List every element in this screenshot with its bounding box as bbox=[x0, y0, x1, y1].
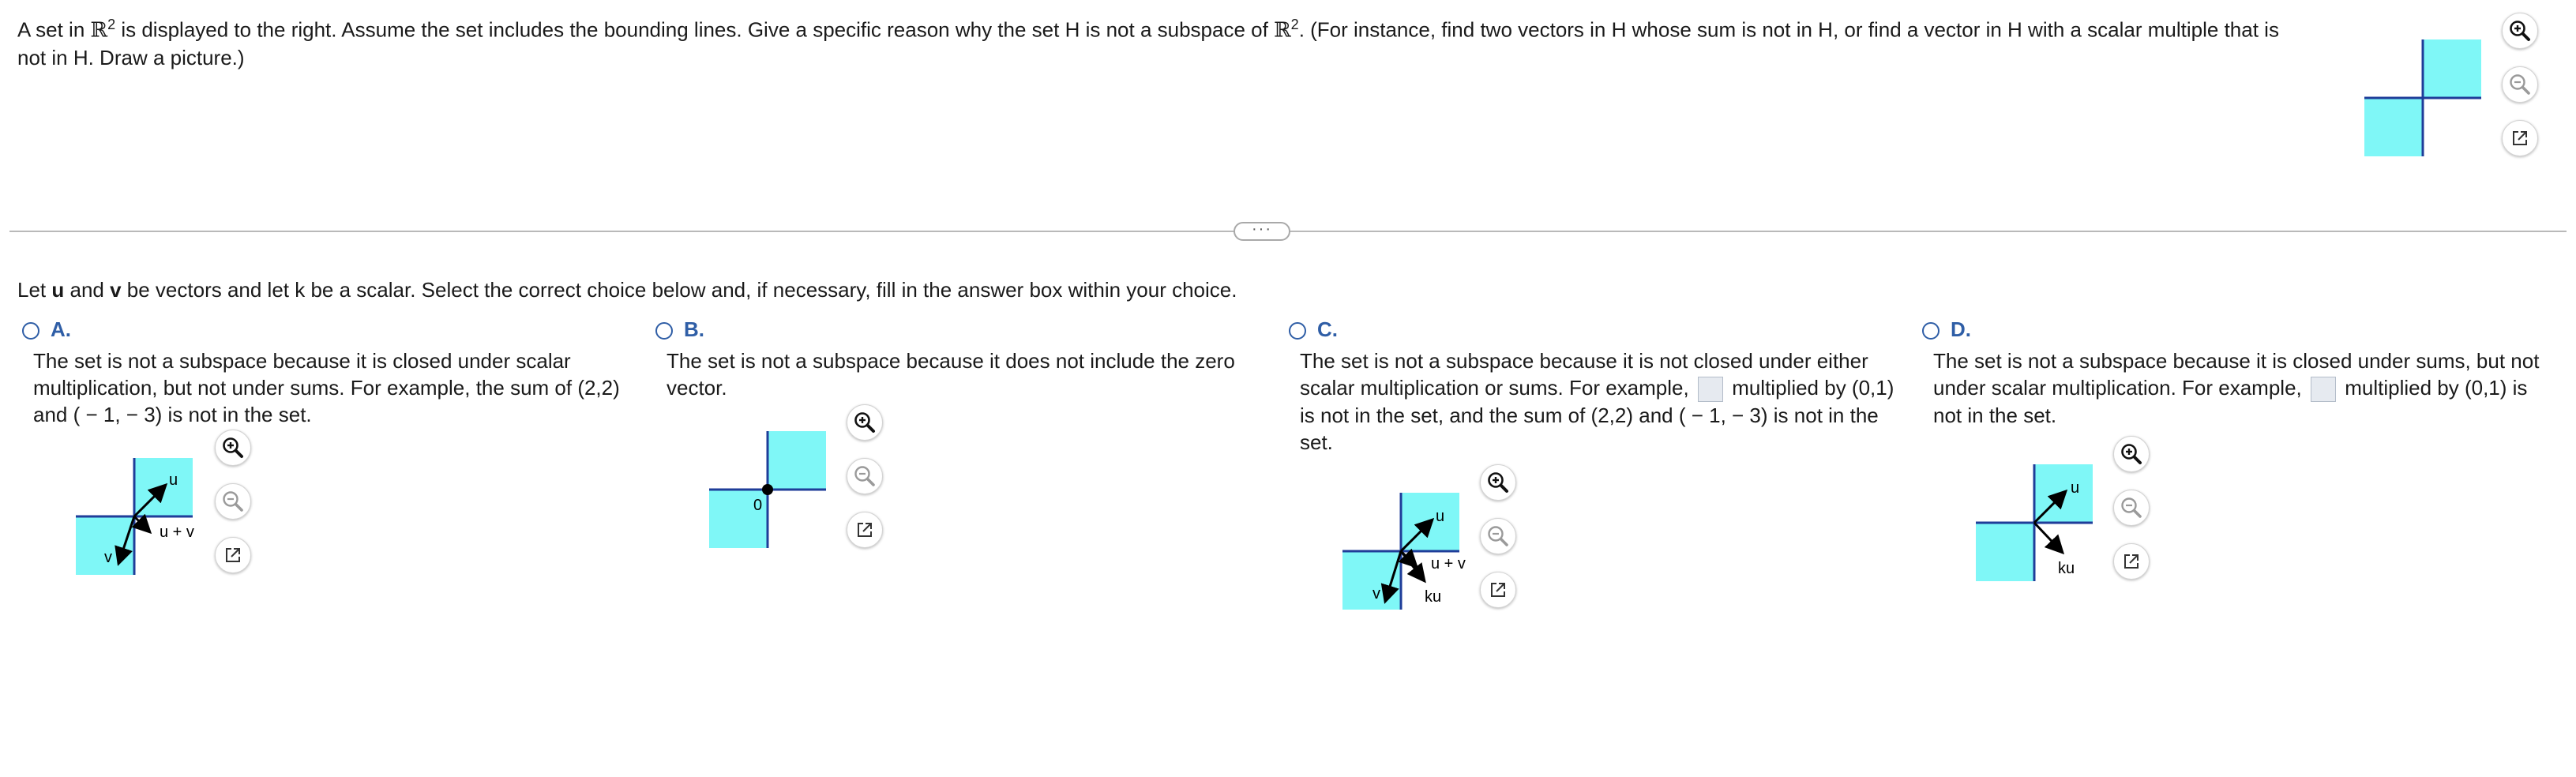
label-ku: ku bbox=[2058, 560, 2075, 577]
choice-a-zoom-out-button[interactable] bbox=[215, 483, 251, 520]
choice-b-text: The set is not a subspace because it does not include the zero vector. bbox=[667, 349, 1235, 400]
vector-ku-arrow bbox=[2034, 523, 2063, 553]
choice-c-letter: C. bbox=[1317, 317, 1338, 341]
choice-c-popout-button[interactable] bbox=[1480, 572, 1516, 608]
origin-point bbox=[762, 484, 773, 495]
question-text bbox=[17, 11, 2308, 71]
label-v: v bbox=[1372, 585, 1380, 602]
quadrant-three-region bbox=[2364, 98, 2423, 156]
choice-d-letter: D. bbox=[1951, 317, 1971, 341]
popout-button[interactable] bbox=[2502, 120, 2538, 156]
zoom-in-icon bbox=[2508, 19, 2532, 43]
instruction-part-3: be vectors and let k be a scalar. Select the correct choice below and, if necessary, fill in the answer box within your choice. bbox=[121, 278, 1237, 302]
choice-c-text bbox=[1300, 347, 1900, 456]
choice-b-popout-button[interactable] bbox=[847, 512, 883, 548]
choice-a-radio[interactable] bbox=[22, 322, 39, 340]
choice-d-text-part-2: multiplied by (0,1) is not in the set. bbox=[1933, 376, 2528, 428]
popout-icon bbox=[221, 543, 245, 567]
label-u-plus-v: u + v bbox=[160, 524, 194, 541]
quadrant-one-region bbox=[768, 431, 826, 490]
label-zero: 0 bbox=[753, 497, 763, 514]
popout-icon bbox=[2120, 550, 2143, 573]
choice-c-zoom-out-button[interactable] bbox=[1480, 518, 1516, 554]
choice-c-text-part-2: multiplied by (0,1) is not in the set, and the sum of (2,2) and ( − 1, − 3) is not in the set. bbox=[1300, 376, 1894, 455]
choice-c-answer-box[interactable] bbox=[1698, 377, 1723, 402]
zoom-out-button[interactable] bbox=[2502, 66, 2538, 103]
zoom-in-icon bbox=[853, 411, 877, 434]
choice-a-figure bbox=[76, 458, 212, 575]
choice-d-zoom-in-button[interactable] bbox=[2113, 436, 2150, 472]
zoom-in-icon bbox=[221, 436, 245, 460]
zoom-out-icon bbox=[2508, 73, 2532, 96]
label-v: v bbox=[104, 549, 112, 566]
zoom-out-icon bbox=[853, 464, 877, 488]
label-u: u bbox=[2071, 479, 2080, 497]
choice-a-letter: A. bbox=[51, 317, 71, 341]
choice-c-zoom-in-button[interactable] bbox=[1480, 464, 1516, 501]
label-ku: ku bbox=[1425, 588, 1442, 606]
choice-a-text: The set is not a subspace because it is closed under scalar multiplication, but not under sums. For example, the sum of (2,2) and ( − 1, − 3) is not in the set. bbox=[33, 349, 620, 426]
popout-icon bbox=[1486, 578, 1510, 602]
choice-c-radio[interactable] bbox=[1289, 322, 1306, 340]
label-u-plus-v: u + v bbox=[1431, 555, 1466, 572]
label-u: u bbox=[1436, 508, 1445, 525]
choice-d-popout-button[interactable] bbox=[2113, 543, 2150, 580]
vector-u: u bbox=[51, 278, 65, 302]
superscript: 2 bbox=[1290, 17, 1299, 32]
zoom-out-icon bbox=[1486, 524, 1510, 548]
vector-sum-arrow bbox=[134, 516, 150, 532]
zoom-out-icon bbox=[221, 490, 245, 513]
question-set-figure bbox=[2364, 39, 2481, 156]
choice-d-text-part-1: The set is not a subspace because it is closed under sums, but not under scalar multiplication. For example, bbox=[1933, 349, 2540, 400]
instruction-part-2: and bbox=[64, 278, 111, 302]
choice-a-popout-button[interactable] bbox=[215, 537, 251, 573]
vector-ku-arrow bbox=[1401, 551, 1425, 581]
popout-icon bbox=[853, 518, 877, 542]
choice-b-letter: B. bbox=[684, 317, 704, 341]
zoom-out-icon bbox=[2120, 496, 2143, 520]
choice-b-zoom-in-button[interactable] bbox=[847, 404, 883, 441]
divider-handle[interactable]: ··· bbox=[1234, 222, 1290, 241]
choice-d-radio[interactable] bbox=[1922, 322, 1940, 340]
choice-b-radio[interactable] bbox=[655, 322, 673, 340]
choice-c-text-part-1: The set is not a subspace because it is not closed under either scalar multiplication or sums. For example, bbox=[1300, 349, 1868, 400]
label-u: u bbox=[169, 471, 178, 489]
set-symbol: ℝ bbox=[1274, 18, 1291, 43]
question-part-3: . (For instance, find two vectors in H whose sum is not in H, or find a vector in H with a scalar multiple that is not in H. Draw a picture.) bbox=[17, 17, 2279, 69]
choice-b-zoom-out-button[interactable] bbox=[847, 458, 883, 494]
choice-d-text bbox=[1933, 347, 2549, 429]
question-part-1: A set in bbox=[17, 17, 91, 42]
choice-d-answer-box[interactable] bbox=[2311, 377, 2336, 402]
vector-v: v bbox=[110, 278, 122, 302]
quadrant-one-region bbox=[2423, 39, 2481, 98]
choice-a-zoom-in-button[interactable] bbox=[215, 430, 251, 466]
set-symbol: ℝ bbox=[90, 18, 108, 43]
choice-b-figure bbox=[709, 431, 826, 548]
instruction-part-1: Let bbox=[17, 278, 52, 302]
instruction-text bbox=[17, 276, 2308, 303]
choice-d-zoom-out-button[interactable] bbox=[2113, 490, 2150, 526]
choice-d-figure bbox=[1976, 464, 2093, 581]
choice-c-figure bbox=[1342, 493, 1478, 616]
quadrant-three-region bbox=[1976, 523, 2034, 581]
popout-icon bbox=[2508, 126, 2532, 150]
superscript: 2 bbox=[107, 17, 116, 32]
zoom-in-icon bbox=[1486, 471, 1510, 494]
zoom-in-button[interactable] bbox=[2502, 13, 2538, 49]
question-part-2: is displayed to the right. Assume the set includes the bounding lines. Give a specific reason why the set H is not a subspace of bbox=[115, 17, 1275, 42]
zoom-in-icon bbox=[2120, 442, 2143, 466]
